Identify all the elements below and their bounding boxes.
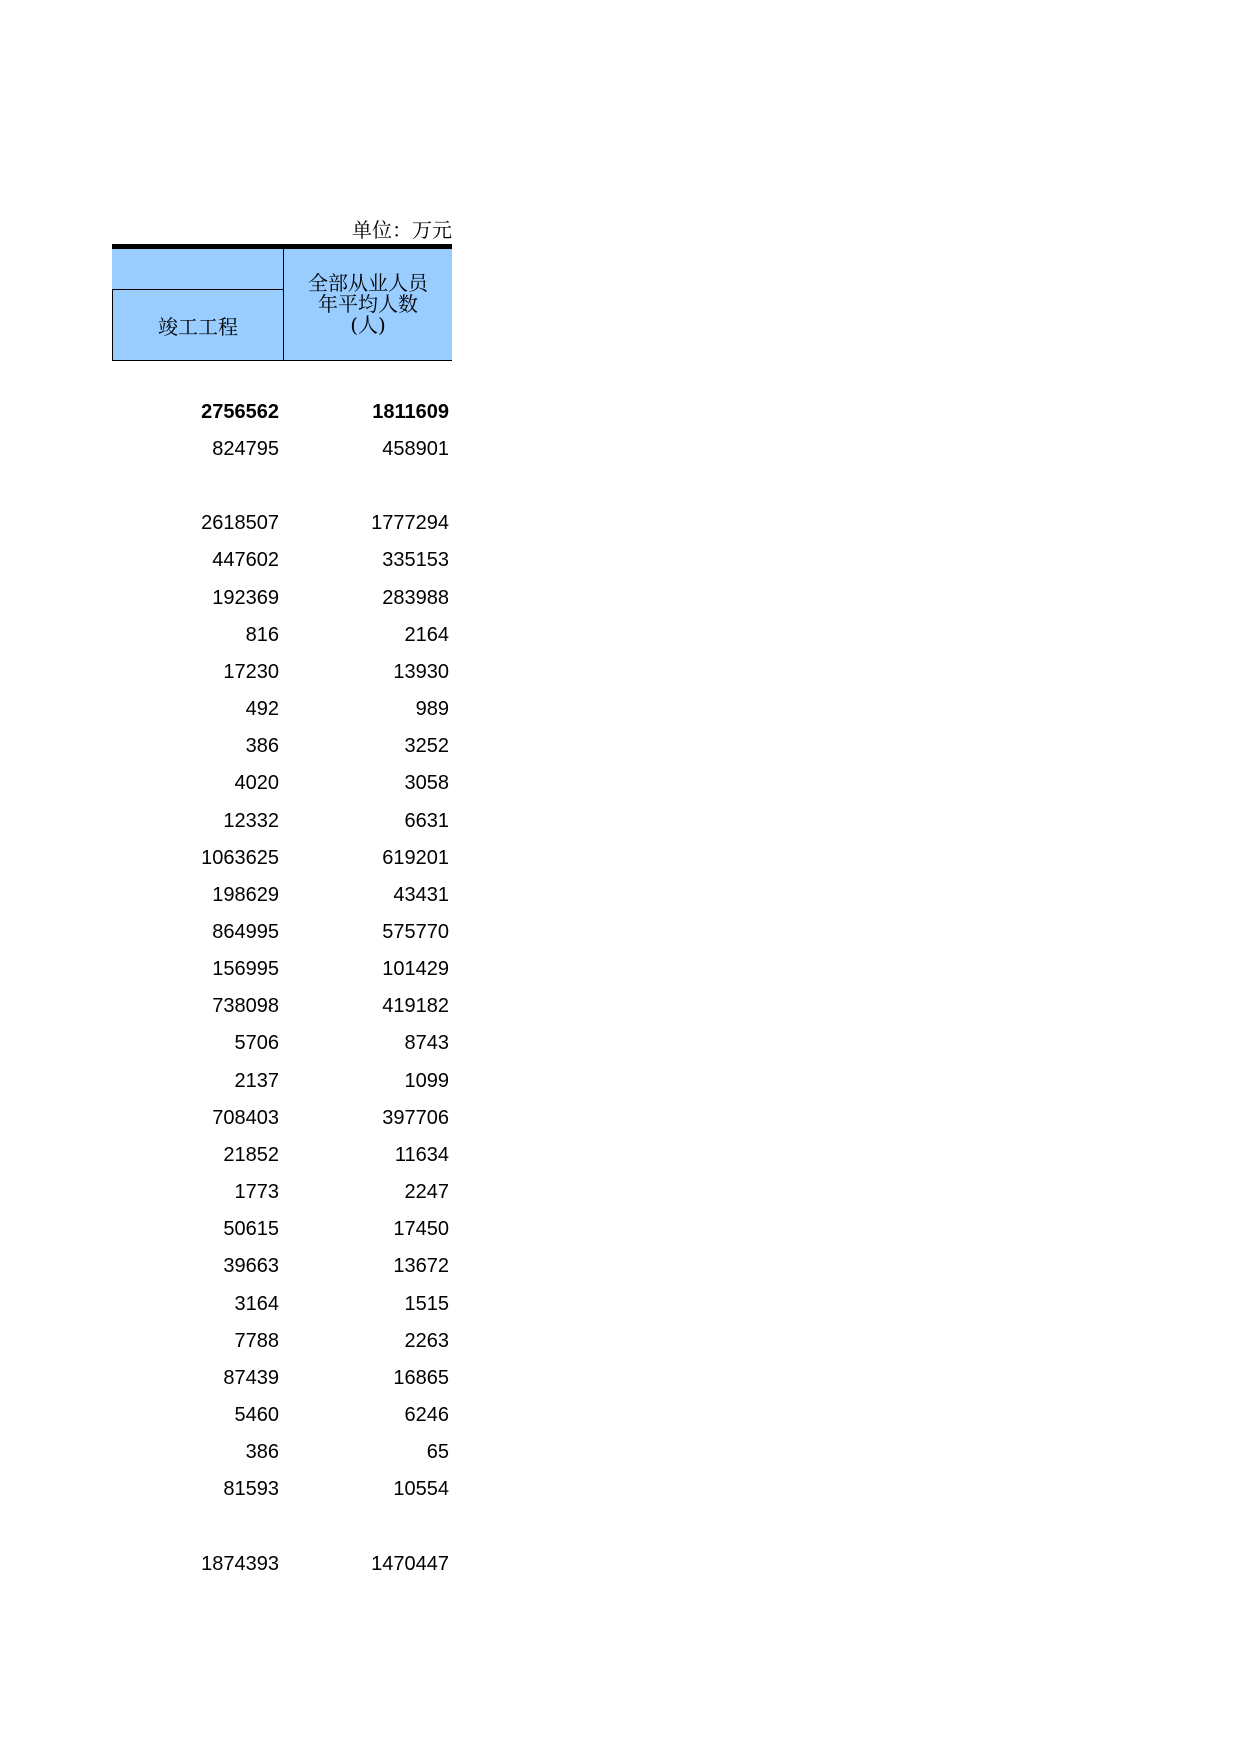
table-row — [112, 397, 452, 427]
completed-projects-value: 17230 — [223, 661, 279, 683]
completed-projects-value: 2618507 — [201, 512, 279, 534]
completed-projects-value: 386 — [245, 735, 279, 757]
avg-employees-value: 10554 — [393, 1478, 449, 1500]
table-row — [112, 731, 452, 761]
completed-projects-value: 5706 — [234, 1032, 279, 1054]
table-row — [112, 1326, 452, 1356]
header-avg-employees-line2: 年平均人数 — [318, 292, 418, 316]
table-row — [112, 1177, 452, 1207]
table-row — [112, 1140, 452, 1170]
avg-employees-value: 1777294 — [371, 512, 449, 534]
table-row — [112, 806, 452, 836]
table-header — [112, 244, 452, 361]
completed-projects-value: 1874393 — [201, 1553, 279, 1575]
table-row — [112, 1363, 452, 1393]
avg-employees-value: 43431 — [393, 884, 449, 906]
completed-projects-value: 2137 — [234, 1070, 279, 1092]
completed-projects-value: 198629 — [212, 884, 279, 906]
avg-employees-value: 575770 — [382, 921, 449, 943]
completed-projects-value: 21852 — [223, 1144, 279, 1166]
avg-employees-value: 283988 — [382, 587, 449, 609]
avg-employees-value: 65 — [426, 1441, 449, 1463]
table-row — [112, 545, 452, 575]
completed-projects-value: 738098 — [212, 995, 279, 1017]
table-row — [112, 991, 452, 1021]
table-row — [112, 657, 452, 687]
table-row — [112, 620, 452, 650]
unit-label: 单位：万元 — [352, 218, 452, 242]
avg-employees-value: 13672 — [393, 1255, 449, 1277]
completed-projects-value: 492 — [245, 698, 279, 720]
table-row — [112, 1474, 452, 1504]
avg-employees-value: 989 — [415, 698, 449, 720]
completed-projects-value: 1773 — [234, 1181, 279, 1203]
avg-employees-value: 17450 — [393, 1218, 449, 1240]
table-row — [112, 1289, 452, 1319]
avg-employees-value: 101429 — [382, 958, 449, 980]
avg-employees-value: 335153 — [382, 549, 449, 571]
table-row — [112, 768, 452, 798]
table-row — [112, 954, 452, 984]
avg-employees-value: 3058 — [404, 772, 449, 794]
avg-employees-value: 11634 — [394, 1144, 449, 1166]
avg-employees-value: 619201 — [382, 847, 449, 869]
completed-projects-value: 4020 — [234, 772, 279, 794]
completed-projects-value: 192369 — [212, 587, 279, 609]
header-avg-employees-line1: 全部从业人员 — [308, 271, 428, 295]
completed-projects-value: 7788 — [234, 1330, 279, 1352]
table-row — [112, 508, 452, 538]
avg-employees-value: 2247 — [404, 1181, 449, 1203]
avg-employees-value: 6631 — [404, 810, 449, 832]
completed-projects-value: 156995 — [212, 958, 279, 980]
avg-employees-value: 1811609 — [372, 401, 449, 423]
avg-employees-value: 16865 — [393, 1367, 449, 1389]
header-avg-employees — [284, 249, 452, 360]
avg-employees-value: 8743 — [404, 1032, 449, 1054]
table-row — [112, 843, 452, 873]
table-row — [112, 1066, 452, 1096]
avg-employees-value: 419182 — [382, 995, 449, 1017]
table-row — [112, 1028, 452, 1058]
completed-projects-value: 3164 — [234, 1293, 279, 1315]
table-row — [112, 694, 452, 724]
completed-projects-value: 39663 — [223, 1255, 279, 1277]
completed-projects-value: 824795 — [212, 438, 279, 460]
table-row — [112, 917, 452, 947]
table-row — [112, 880, 452, 910]
table-row — [112, 1251, 452, 1281]
completed-projects-value: 50615 — [223, 1218, 279, 1240]
avg-employees-value: 397706 — [382, 1107, 449, 1129]
avg-employees-value: 1470447 — [371, 1553, 449, 1575]
completed-projects-value: 864995 — [212, 921, 279, 943]
header-completed-projects: 竣工工程 — [158, 314, 238, 339]
completed-projects-value: 2756562 — [201, 401, 279, 423]
completed-projects-value: 1063625 — [201, 847, 279, 869]
avg-employees-value: 13930 — [393, 661, 449, 683]
table-row — [112, 1400, 452, 1430]
table-row — [112, 1437, 452, 1467]
table-row — [112, 434, 452, 464]
table-row — [112, 1214, 452, 1244]
table-row — [112, 1549, 452, 1579]
avg-employees-value: 1515 — [404, 1293, 449, 1315]
completed-projects-value: 81593 — [223, 1478, 279, 1500]
completed-projects-value: 5460 — [234, 1404, 279, 1426]
avg-employees-value: 3252 — [404, 735, 449, 757]
header-bottom-border — [112, 360, 452, 361]
header-avg-employees-line3: (人) — [350, 313, 386, 337]
completed-projects-value: 87439 — [223, 1367, 279, 1389]
avg-employees-value: 458901 — [382, 438, 449, 460]
avg-employees-value: 6246 — [404, 1404, 449, 1426]
completed-projects-value: 708403 — [212, 1107, 279, 1129]
table-row — [112, 1103, 452, 1133]
avg-employees-value: 1099 — [404, 1070, 449, 1092]
completed-projects-value: 447602 — [212, 549, 279, 571]
avg-employees-value: 2263 — [404, 1330, 449, 1352]
completed-projects-value: 386 — [245, 1441, 279, 1463]
avg-employees-value: 2164 — [404, 624, 449, 646]
completed-projects-value: 816 — [245, 624, 279, 646]
completed-projects-value: 12332 — [223, 810, 279, 832]
table-row — [112, 583, 452, 613]
